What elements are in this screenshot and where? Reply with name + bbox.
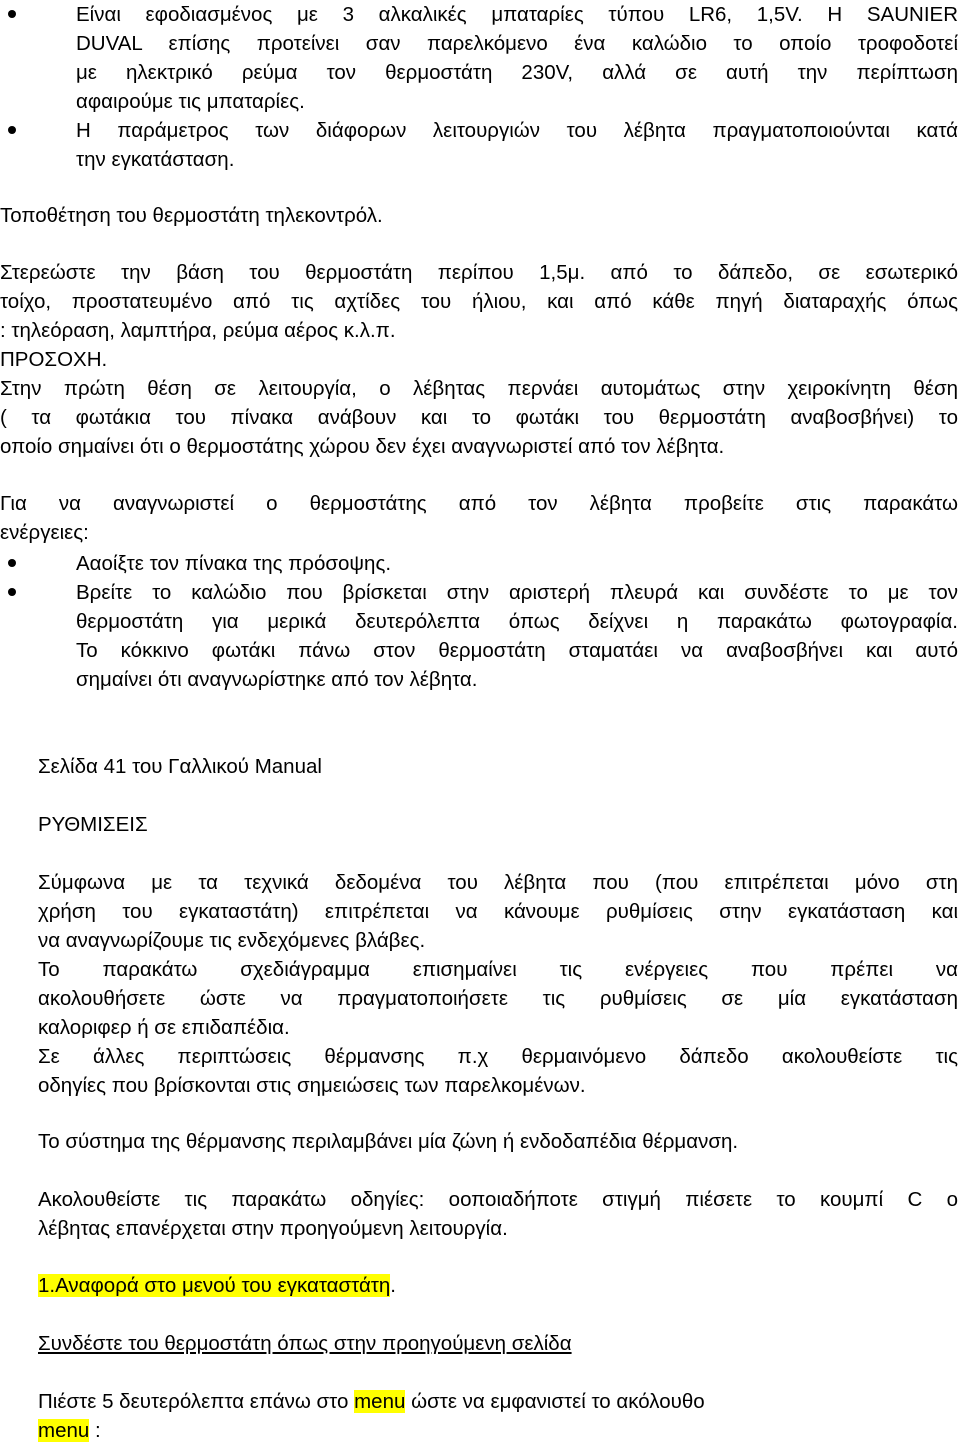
text-line: Ααοίξτε τον πίνακα της πρόσοψης. bbox=[76, 552, 392, 575]
list-item bbox=[0, 0, 958, 116]
installer-menu-heading bbox=[38, 1271, 958, 1300]
placement-paragraph bbox=[0, 258, 958, 461]
bullet-icon bbox=[8, 559, 16, 567]
text-line: Το παρακάτω σχεδιάγραμμα επισημαίνει τις ενέργειες που πρέπει να bbox=[38, 958, 958, 981]
settings-paragraph bbox=[38, 868, 958, 1100]
bullet-icon bbox=[8, 126, 16, 134]
text-line: σημαίνει ότι αναγνωρίστηκε από τον λέβητα. bbox=[76, 668, 478, 691]
text-line: Το κόκκινο φωτάκι πάνω στον θερμοστάτη σταματάει να αναβοσβήνει και αυτό bbox=[76, 639, 958, 662]
text-line: λέβητας επανέρχεται στην προηγούμενη λειτουργία. bbox=[38, 1217, 508, 1240]
press-paragraph bbox=[38, 1387, 958, 1445]
menu-highlight: menu bbox=[38, 1419, 90, 1442]
attention-label: ΠΡΟΣΟΧΗ. bbox=[0, 348, 108, 371]
menu-highlight: menu bbox=[354, 1390, 406, 1413]
text-line: αφαιρούμε τις μπαταρίες. bbox=[76, 90, 305, 113]
connect-paragraph bbox=[38, 1329, 958, 1358]
underlined-text: Συνδέστε του θερμοστάτη όπως στην προηγούμενη σελίδα bbox=[38, 1332, 572, 1355]
text-line: Σε άλλες περιπτώσεις θέρμανσης π.χ θερμαινόμενο δάπεδο ακολουθείστε τις bbox=[38, 1045, 958, 1068]
text-line: : τηλεόραση, λαμπτήρα, ρεύμα αέρος κ.λ.π. bbox=[0, 319, 396, 342]
heading-period: . bbox=[390, 1274, 396, 1297]
page-ref-text: Σελίδα 41 του Γαλλικού Manual bbox=[38, 755, 322, 778]
highlighted-heading: 1.Αναφορά στο μενού του εγκαταστάτη bbox=[38, 1274, 391, 1297]
recognize-intro bbox=[0, 489, 958, 547]
text-line: Είναι εφοδιασμένος με 3 αλκαλικές μπαταρίες τύπου LR6, 1,5V. Η SAUNIER bbox=[76, 3, 958, 26]
bullet-icon bbox=[8, 588, 16, 596]
text-line: χρήση του εγκαταστάτη) επιτρέπεται να κάνουμε ρυθμίσεις στην εγκατάσταση και bbox=[38, 900, 958, 923]
list-item bbox=[0, 116, 958, 174]
text-line: Στην πρώτη θέση σε λειτουργία, ο λέβητας περνάει αυτομάτως στην χειροκίνητη θέση bbox=[0, 377, 958, 400]
press-text-colon: : bbox=[89, 1419, 101, 1442]
text-line: να αναγνωρίζουμε τις ενδεχόμενες βλάβες. bbox=[38, 929, 426, 952]
press-text-after: ώστε να εμφανιστεί το ακόλουθο bbox=[405, 1390, 705, 1413]
text-line: τοίχο, προστατευμένο από τις αχτίδες του ήλιου, και από κάθε πηγή διαταραχής όπως bbox=[0, 290, 958, 313]
text-line: καλοριφερ ή σε επιδαπέδια. bbox=[38, 1016, 290, 1039]
page-reference bbox=[38, 752, 958, 781]
text-line: Ακολουθείστε τις παρακάτω οδηγίες: οοποιαδήποτε στιγμή πιέσετε το κουμπί C ο bbox=[38, 1188, 958, 1211]
bullet-list-steps bbox=[0, 549, 958, 694]
text-line: Βρείτε το καλώδιο που βρίσκεται στην αριστερή πλευρά και συνδέστε το με τον bbox=[76, 581, 958, 604]
text-line: Σύμφωνα με τα τεχνικά δεδομένα του λέβητα που (που επιτρέπεται μόνο στη bbox=[38, 871, 958, 894]
bullet-list-battery bbox=[0, 0, 958, 174]
text-line: με ηλεκτρικό ρεύμα τον θερμοστάτη 230V, αλλά σε αυτή την περίπτωση bbox=[76, 61, 958, 84]
text-line: Στερεώστε την βάση του θερμοστάτη περίπου 1,5μ. από το δάπεδο, σε εσωτερικό bbox=[0, 261, 958, 284]
press-text-before: Πιέστε 5 δευτερόλεπτα επάνω στο bbox=[38, 1390, 355, 1413]
text-line: ( τα φωτάκια του πίνακα ανάβουν και το φωτάκι του θερμοστάτη αναβοσβήνει) το bbox=[0, 406, 958, 429]
text-line: θερμοστάτη για μερικά δευτερόλεπτα όπως δείχνει η παρακάτω φωτογραφία. bbox=[76, 610, 958, 633]
list-item bbox=[0, 549, 958, 578]
bullet-icon bbox=[8, 10, 16, 18]
system-paragraph bbox=[38, 1127, 958, 1156]
text-line: Το σύστημα της θέρμανσης περιλαμβάνει μία ζώνη ή ενδοδαπέδια θέρμανση. bbox=[38, 1130, 739, 1153]
follow-paragraph bbox=[38, 1185, 958, 1243]
text-line: Για να αναγνωριστεί ο θερμοστάτης από τον λέβητα προβείτε στις παρακάτω bbox=[0, 492, 958, 515]
text-line: οποίο σημαίνει ότι ο θερμοστάτης χώρου δεν έχει αναγνωριστεί από τον λέβητα. bbox=[0, 435, 725, 458]
placement-heading bbox=[0, 201, 958, 230]
settings-heading bbox=[38, 810, 958, 839]
list-item bbox=[0, 578, 958, 694]
text-line: DUVAL επίσης προτείνει σαν παρελκόμενο ένα καλώδιο το οποίο τροφοδοτεί bbox=[76, 32, 958, 55]
heading-text: ΡΥΘΜΙΣΕΙΣ bbox=[38, 813, 148, 836]
text-line: Η παράμετρος των διάφορων λειτουργιών του λέβητα πραγματοποιούνται κατά bbox=[76, 119, 958, 142]
text-line: ενέργειες: bbox=[0, 521, 89, 544]
heading-text: Τοποθέτηση του θερμοστάτη τηλεκοντρόλ. bbox=[0, 204, 383, 227]
text-line: ακολουθήσετε ώστε να πραγματοποιήσετε τις ρυθμίσεις σε μία εγκατάσταση bbox=[38, 987, 958, 1010]
text-line: την εγκατάσταση. bbox=[76, 148, 235, 171]
text-line: οδηγίες που βρίσκονται στις σημειώσεις των παρελκομένων. bbox=[38, 1074, 586, 1097]
